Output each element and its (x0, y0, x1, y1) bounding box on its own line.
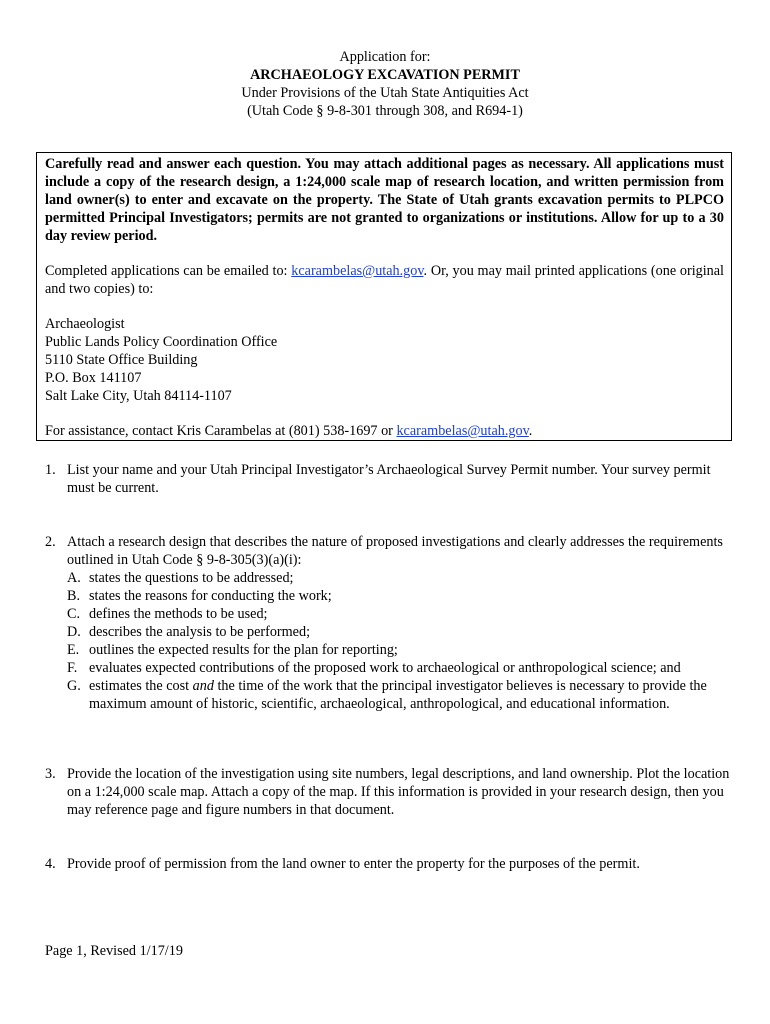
address-line: Public Lands Policy Coordination Office (45, 334, 278, 350)
question-number: 2. (45, 534, 56, 550)
question-number: 1. (45, 462, 56, 478)
document-header (0, 48, 770, 120)
assistance-info (45, 422, 724, 440)
question-number: 3. (45, 766, 56, 782)
requirement-item: E. outlines the expected results for the plan for reporting; (67, 642, 398, 658)
requirement-item: D. describes the analysis to be performed; (67, 624, 311, 640)
submission-info (45, 262, 724, 298)
email-intro: Completed applications can be emailed to: (45, 263, 292, 279)
question-3 (45, 765, 735, 819)
requirement-item: C. defines the methods to be used; (67, 606, 268, 622)
question-text: Provide the location of the investigation using site numbers, legal descriptions, and land ownership. Plot the location on a 1:24,000 scale map. Attach a copy of the map. If this information is provided in your research design, then you may reference page and figure numbers in that document. (67, 766, 730, 818)
document-title: ARCHAEOLOGY EXCAVATION PERMIT (250, 67, 520, 83)
address-line: P.O. Box 141107 (45, 370, 142, 386)
email-link[interactable]: kcarambelas@utah.gov (291, 263, 424, 279)
question-4 (45, 855, 735, 873)
address-line: 5110 State Office Building (45, 352, 198, 368)
mailing-address (45, 315, 724, 405)
requirement-item: B. states the reasons for conducting the work; (67, 588, 332, 604)
email-outro: . Or, you may mail printed applications (one original and two copies) to: (45, 263, 724, 297)
address-line: Salt Lake City, Utah 84114-1107 (45, 388, 232, 404)
assist-intro: For assistance, contact Kris Carambelas at (801) 538-1697 or (45, 423, 397, 439)
header-line-statute: Under Provisions of the Utah State Antiquities Act (241, 85, 529, 101)
instructions-box (36, 152, 732, 441)
page-footer: Page 1, Revised 1/17/19 (45, 943, 183, 959)
header-line-application-for: Application for: (339, 49, 431, 65)
question-text: List your name and your Utah Principal Investigator’s Archaeological Survey Permit number. Your survey permit must be current. (67, 462, 711, 496)
question-1 (45, 461, 735, 497)
header-line-code: (Utah Code § 9-8-301 through 308, and R694-1) (247, 103, 523, 119)
requirement-item: A. states the questions to be addressed; (67, 570, 294, 586)
question-number: 4. (45, 856, 56, 872)
question-text: Attach a research design that describes the nature of proposed investigations and clearly addresses the requirements outlined in Utah Code § 9-8-305(3)(a)(i): (67, 534, 723, 568)
instructions-text: Carefully read and answer each question. You may attach additional pages as necessary. All applications must include a copy of the research design, a 1:24,000 scale map of research location, and written permission from land owner(s) to enter and excavate on the property. The State of Utah grants excavation permits to PLPCO permitted Principal Investigators; permits are not granted to organizations or institutions. Allow for up to a 30 day review period. (45, 156, 724, 244)
assist-outro: . (528, 423, 533, 439)
question-text: Provide proof of permission from the land owner to enter the property for the purposes of the permit. (67, 856, 640, 872)
assist-email-link[interactable]: kcarambelas@utah.gov (396, 423, 529, 439)
address-line: Archaeologist (45, 316, 125, 332)
question-2 (45, 533, 735, 713)
requirement-item: F. evaluates expected contributions of the proposed work to archaeological or anthropological science; and (67, 660, 681, 676)
requirement-item: G. estimates the cost and the time of the work that the principal investigator believes is necessary to provide the maximum amount of historic, scientific, archaeological, anthropological, and educational information. (67, 678, 707, 712)
